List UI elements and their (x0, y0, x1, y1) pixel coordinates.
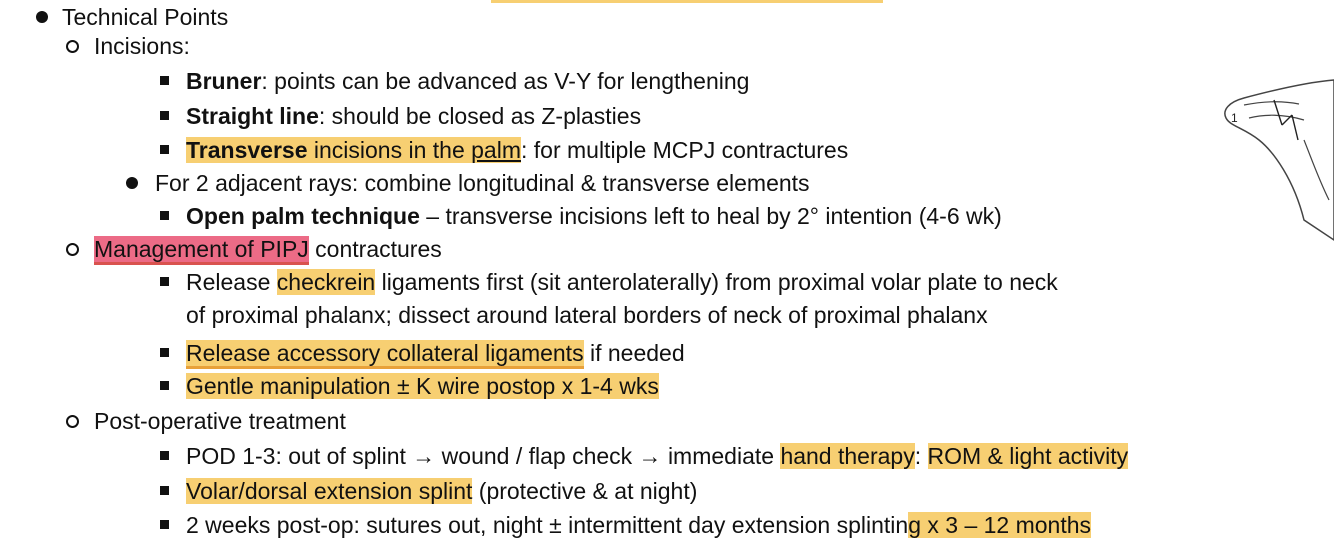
square-bullet-icon (160, 211, 169, 220)
highlighted-text: hand therapy (780, 443, 915, 469)
text-segment: POD 1-3: out of splint → wound / flap check → immediate (186, 443, 781, 469)
list-item-text (186, 508, 1091, 542)
highlighted-text: palm (471, 137, 521, 163)
text-segment: Post-operative treatment (94, 408, 346, 434)
text-segment: : points can be advanced as V-Y for lengthening (261, 68, 750, 94)
square-bullet-icon (160, 277, 169, 286)
text-segment: Technical Points (62, 4, 229, 30)
highlight-strip (491, 0, 883, 3)
hand-diagram-label: 1 (1231, 111, 1238, 125)
text-segment: : for multiple MCPJ contractures (520, 137, 849, 163)
square-bullet-icon (160, 348, 169, 357)
square-bullet-icon (160, 486, 169, 495)
highlighted-text: Volar/dorsal extension splint (186, 478, 473, 504)
list-item-text (186, 265, 1058, 299)
text-segment: Bruner (186, 68, 262, 94)
highlighted-text: incisions in the (307, 137, 472, 163)
list-item-text (186, 133, 848, 167)
circle-bullet-icon (66, 40, 79, 53)
text-segment: : should be closed as Z-plasties (318, 103, 642, 129)
text-segment: Open palm technique (186, 203, 420, 229)
highlighted-text: g x 3 – 12 months (908, 512, 1092, 538)
highlighted-text: Gentle manipulation ± K wire postop x 1-4 wks (186, 373, 659, 399)
square-bullet-icon (160, 381, 169, 390)
highlighted-text: Transverse (186, 137, 308, 163)
list-item-text (186, 99, 641, 133)
list-item-text (186, 474, 697, 508)
disc-bullet-icon (36, 11, 48, 23)
text-segment: of proximal phalanx; dissect around lateral borders of neck of proximal phalanx (186, 302, 988, 328)
list-item-text (94, 404, 346, 438)
list-item-text (155, 166, 810, 200)
text-segment: 2 weeks post-op: sutures out, night ± intermittent day extension splintin (186, 512, 909, 538)
text-segment: Incisions: (94, 33, 190, 59)
square-bullet-icon (160, 76, 169, 85)
text-segment: ligaments first (sit anterolaterally) from proximal volar plate to neck (375, 269, 1058, 295)
square-bullet-icon (160, 520, 169, 529)
list-item-text (94, 29, 190, 63)
text-segment: Straight line (186, 103, 319, 129)
list-item-text (186, 64, 749, 98)
list-item-text (186, 199, 1002, 233)
disc-bullet-icon (126, 177, 138, 189)
square-bullet-icon (160, 451, 169, 460)
list-item-text (186, 298, 988, 332)
circle-bullet-icon (66, 243, 79, 256)
highlighted-text: Management of PIPJ (94, 236, 309, 265)
text-segment: : (914, 443, 928, 469)
list-item-text (186, 336, 685, 370)
highlighted-text: ROM & light activity (927, 443, 1129, 469)
highlighted-text: checkrein (276, 269, 376, 295)
square-bullet-icon (160, 145, 169, 154)
list-item-text (94, 232, 442, 266)
square-bullet-icon (160, 111, 169, 120)
list-item-text (186, 369, 659, 403)
text-segment: For 2 adjacent rays: combine longitudinal & transverse elements (155, 170, 810, 196)
text-segment: (protective & at night) (472, 478, 698, 504)
hand-diagram-icon (1204, 70, 1334, 250)
text-segment: contractures (308, 236, 442, 262)
text-segment: – transverse incisions left to heal by 2° intention (4-6 wk) (419, 203, 1002, 229)
text-segment: if needed (583, 340, 685, 366)
list-item-text (186, 439, 1128, 473)
text-segment: Release (186, 269, 277, 295)
highlighted-text: Release accessory collateral ligaments (186, 340, 584, 369)
circle-bullet-icon (66, 415, 79, 428)
